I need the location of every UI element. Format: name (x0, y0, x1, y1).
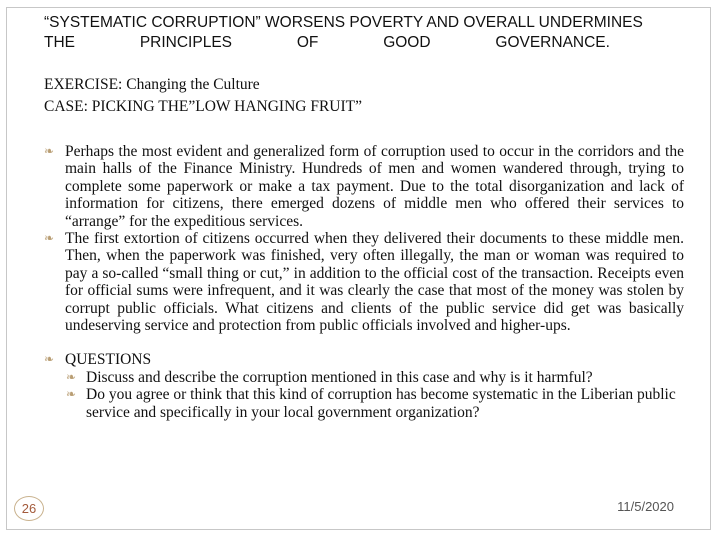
title-line-2 (44, 33, 610, 53)
bullet-item (44, 351, 684, 368)
bullet-item (44, 230, 684, 334)
bullet-icon: ❧ (66, 387, 77, 402)
exercise-label: EXERCISE: Changing the Culture (44, 76, 260, 93)
questions-heading: QUESTIONS (65, 351, 152, 369)
bullet-icon: ❧ (66, 369, 77, 384)
bullet-icon: ❧ (44, 144, 55, 158)
slide-title (44, 13, 684, 53)
slide-body (44, 143, 684, 421)
question-item (44, 386, 684, 421)
title-word: PRINCIPLES (139, 34, 232, 51)
spacer (44, 334, 684, 351)
question-item (44, 369, 684, 386)
question-text: Do you agree or think that this kind of corruption has become systematic in the Liberian public service and specifically in your local government organization? (86, 386, 676, 421)
case-label: CASE: PICKING THE”LOW HANGING FRUIT” (44, 98, 363, 115)
slide-number-badge (14, 496, 44, 521)
title-word: GOOD (383, 34, 431, 51)
bullet-icon: ❧ (44, 231, 55, 246)
bullet-item (44, 143, 684, 230)
paragraph: The first extortion of citizens occurred when they delivered their documents to these middle men. Then, when the paperwork was finished, very often illegally, the man or woman was required to pay a so-called “small thing or cut,” in addition to the official cost of the transaction. Receipts even for official sums were infrequent, and it was clearly the case that most of the money was stolen by corrupt public officials. What citizens and clients of the public service did get was basically undeserving service and protection from public officials involved and higher-ups. (65, 230, 684, 335)
title-word: GOVERNANCE. (495, 34, 610, 51)
slide-date: 11/5/2020 (617, 499, 674, 514)
bullet-icon: ❧ (44, 352, 55, 367)
question-text: Discuss and describe the corruption mentioned in this case and why is it harmful? (86, 368, 593, 386)
slide-number: 26 (21, 501, 37, 516)
title-word: THE (44, 34, 75, 51)
title-line-1: “SYSTEMATIC CORRUPTION” WORSENS POVERTY AND OVERALL UNDERMINES (44, 14, 643, 31)
title-word: OF (296, 34, 319, 51)
paragraph: Perhaps the most evident and generalized form of corruption used to occur in the corridors and the main halls of the Finance Ministry. Hundreds of men and women wandered through, trying to complete some paperwork or make a tax payment. Due to the total disorganization and lack of information for citizens, there emerged dozens of middle men who offered their services to “arrange” for the expeditious services. (65, 143, 684, 230)
